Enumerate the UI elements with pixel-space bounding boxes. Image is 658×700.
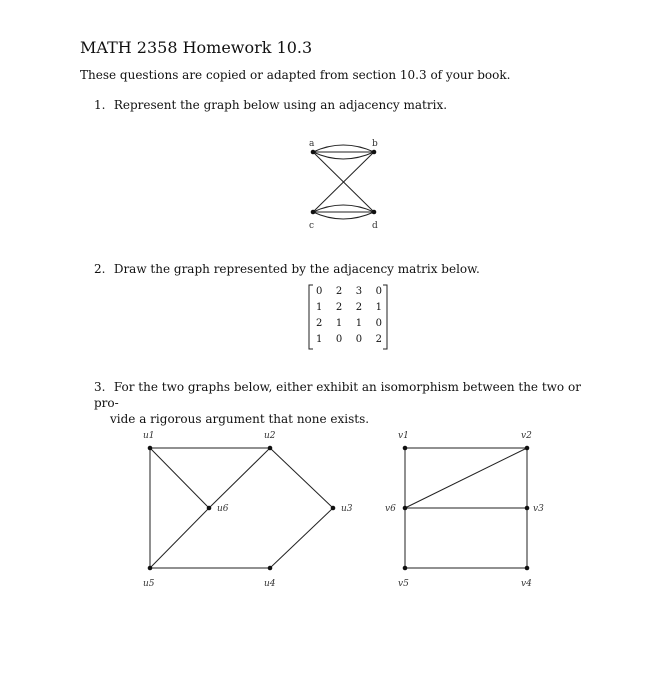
vertex-u1: [148, 446, 153, 451]
label-c: c: [309, 221, 315, 231]
label-d: d: [372, 221, 378, 231]
vertex-v4: [525, 566, 530, 571]
question-1-text: Represent the graph below using an adjacency matrix.: [113, 98, 448, 112]
matrix-cell: 3: [355, 286, 363, 297]
vertex-b: [372, 150, 377, 155]
matrix-cell: 1: [335, 318, 343, 329]
matrix-cell: 0: [375, 318, 382, 329]
matrix-cell: 0: [355, 334, 363, 345]
edge-c-d-1: [313, 205, 374, 212]
matrix-row: [310, 286, 388, 297]
matrix-cell: 2: [375, 334, 382, 345]
vertex-d: [372, 210, 377, 215]
edge-c-d-3: [313, 212, 374, 219]
question-1-number: 1.: [94, 98, 106, 112]
matrix-cell: 2: [335, 302, 343, 313]
label-v2: v2: [521, 431, 532, 441]
matrix-cell: 1: [355, 318, 363, 329]
edge-u3-u4: [270, 508, 333, 568]
vertex-u5: [148, 566, 153, 571]
matrix-cell: 2: [355, 302, 363, 313]
vertex-v2: [525, 446, 530, 451]
label-u3: u3: [341, 504, 353, 514]
graph-u: [150, 448, 333, 568]
adjacency-matrix: [310, 285, 388, 349]
question-3-text-line1: For the two graphs below, either exhibit an isomorphism between the two or pro-: [94, 380, 581, 410]
matrix-cell: 0: [335, 334, 343, 345]
question-3-text-line2: vide a rigorous argument that none exists.: [110, 412, 370, 426]
matrix-cell: 2: [335, 286, 343, 297]
matrix-cell: 0: [375, 286, 382, 297]
label-v1: v1: [398, 431, 409, 441]
edge-u2-u3: [270, 448, 333, 508]
vertex-c: [311, 210, 316, 215]
vertex-v5: [403, 566, 408, 571]
vertex-v3: [525, 506, 530, 511]
label-a: a: [309, 139, 315, 149]
label-v4: v4: [521, 579, 532, 589]
matrix-cell: 1: [316, 334, 323, 345]
vertex-v1: [403, 446, 408, 451]
label-v6: v6: [385, 504, 396, 514]
label-v5: v5: [398, 579, 409, 589]
vertex-u2: [268, 446, 273, 451]
question-3: [94, 379, 594, 427]
page-title: MATH 2358 Homework 10.3: [80, 38, 313, 57]
vertex-u4: [268, 566, 273, 571]
matrix-cell: 1: [375, 302, 382, 313]
matrix-cell: 1: [316, 302, 323, 313]
edge-u5-u6: [150, 508, 209, 568]
vertex-u6: [207, 506, 212, 511]
graph-1: [313, 145, 374, 219]
question-2-number: 2.: [94, 262, 106, 276]
edge-v2-v6: [405, 448, 527, 508]
matrix-row: [310, 334, 388, 345]
graph-v: [405, 448, 527, 568]
edge-a-b-1: [313, 145, 374, 152]
label-u6: u6: [217, 504, 229, 514]
intro-text: These questions are copied or adapted from section 10.3 of your book.: [80, 68, 511, 82]
question-2-text: Draw the graph represented by the adjacency matrix below.: [113, 262, 480, 276]
matrix-row: [310, 302, 388, 313]
edge-a-b-3: [313, 152, 374, 159]
vertex-u3: [331, 506, 336, 511]
label-u1: u1: [143, 431, 155, 441]
label-u5: u5: [143, 579, 155, 589]
vertex-a: [311, 150, 316, 155]
matrix-row: [310, 318, 388, 329]
matrix-cell: 2: [316, 318, 323, 329]
vertex-v6: [403, 506, 408, 511]
question-2: [94, 262, 480, 276]
matrix-cell: 0: [316, 286, 323, 297]
edge-u1-u6: [150, 448, 209, 508]
label-v3: v3: [533, 504, 544, 514]
edge-u2-u6: [209, 448, 270, 508]
label-u2: u2: [264, 431, 276, 441]
label-u4: u4: [264, 579, 276, 589]
question-3-number: 3.: [94, 380, 106, 394]
label-b: b: [372, 139, 378, 149]
